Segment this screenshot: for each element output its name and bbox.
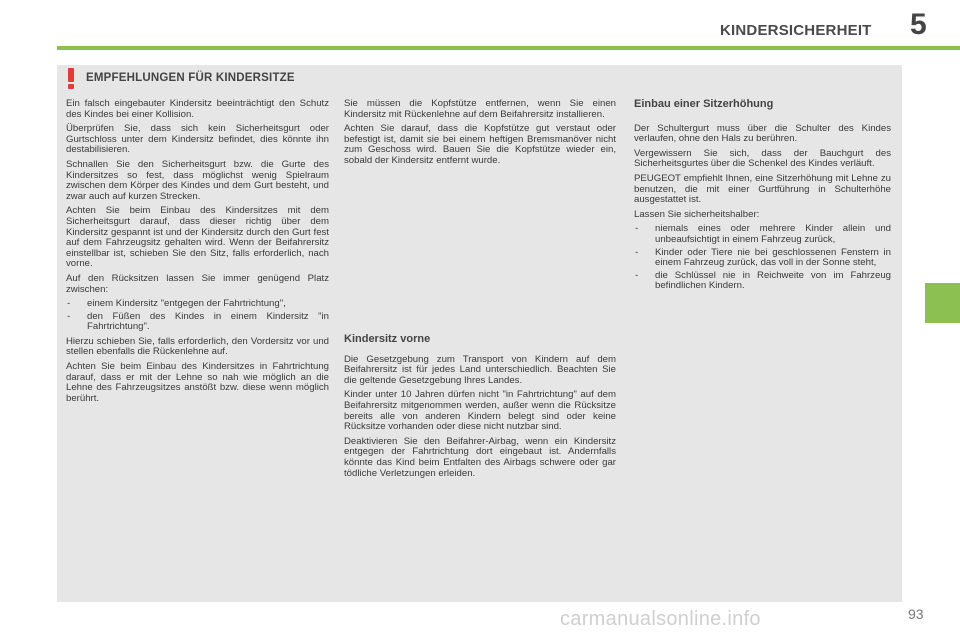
list-item: - Kinder oder Tiere nie bei geschlossenen Fenstern in einem Fahrzeug zurück, das voll in der Sonne steht, <box>635 246 891 269</box>
paragraph: Achten Sie darauf, dass die Kopfstütze gut verstaut oder befestigt ist, damit sie bei einem heftigen Bremsmanöver nicht zum Geschoss wird. Bauen Sie die Kopfstütze wieder ein, sobald der Kindersitz entfernt wurde. <box>344 123 616 166</box>
list-item: - die Schlüssel nie in Reichweite von im Fahrzeug befindlichen Kindern. <box>635 269 891 292</box>
paragraph: Der Schultergurt muss über die Schulter des Kindes verlaufen, ohne den Hals zu berühren. <box>634 122 891 145</box>
paragraph: PEUGEOT empfiehlt Ihnen, eine Sitzerhöhung mit Lehne zu benutzen, die mit einer Gurtführung in Schulterhöhe ausgestattet ist. <box>634 172 891 206</box>
column-right <box>634 99 891 294</box>
section-front-seat <box>344 334 616 483</box>
paragraph: Deaktivieren Sie den Beifahrer-Airbag, wenn ein Kindersitz entgegen der Fahrtrichtung dort eingebaut ist. Andernfalls könnte das Kind beim Entfalten des Airbags schwere oder gar tödliche Verletzungen erleiden. <box>344 435 616 479</box>
paragraph: Vergewissern Sie sich, dass der Bauchgurt des Sicherheitsgurtes über die Schenkel des Kindes verläuft. <box>634 147 891 170</box>
paragraph: Die Gesetzgebung zum Transport von Kindern auf dem Beifahrersitz ist für jedes Land unterschiedlich. Beachten Sie die geltende Gesetzgebung Ihres Landes. <box>344 353 616 386</box>
header-divider <box>57 46 960 50</box>
section-heading: Einbau einer Sitzerhöhung <box>634 98 774 110</box>
watermark: carmanualsonline.info <box>560 608 761 630</box>
paragraph: Achten Sie beim Einbau des Kindersitzes mit dem Sicherheitsgurt darauf, dass dieser richtig über dem Kindersitz gespannt ist und der Kindersitz durch den Gurt fest auf dem Fahrzeugsitz gehalten wird. Wenn der Beifahrersitz einstellbar ist, schieben Sie den Sitz, falls erforderlich, nach vorne. <box>66 205 329 270</box>
paragraph: Auf den Rücksitzen lassen Sie immer genügend Platz zwischen: <box>66 272 329 295</box>
paragraph: Lassen Sie sicherheitshalber: <box>634 208 760 220</box>
paragraph: Überprüfen Sie, dass sich kein Sicherheitsgurt oder Gurtschloss unter dem Kindersitz befindet, dies könnte ihn destabilisieren. <box>66 123 329 156</box>
exclamation-icon <box>64 68 78 90</box>
column-middle <box>344 99 616 171</box>
list-item: - den Füßen des Kindes in einem Kindersitz "in Fahrtrichtung". <box>67 310 329 333</box>
paragraph: Hierzu schieben Sie, falls erforderlich, den Vordersitz vor und stellen ebenfalls die Rückenlehne auf. <box>66 335 329 358</box>
paragraph: Sie müssen die Kopfstütze entfernen, wenn Sie einen Kindersitz mit Rückenlehne auf dem Beifahrersitz installieren. <box>344 98 616 120</box>
paragraph: Ein falsch eingebauter Kindersitz beeinträchtigt den Schutz des Kindes bei einer Kollision. <box>66 98 329 120</box>
section-heading: Kindersitz vorne <box>344 333 431 345</box>
page-number: 93 <box>908 606 924 622</box>
paragraph: Kinder unter 10 Jahren dürfen nicht "in Fahrtrichtung" auf dem Beifahrersitz mitgenommen werden, außer wenn die Rücksitze bereits alle von anderen Kindern belegt sind oder keine Rücksitze vorhanden oder diese nicht nutzbar sind. <box>344 389 616 433</box>
chapter-tab-marker <box>925 283 960 323</box>
paragraph: Achten Sie beim Einbau des Kindersitzes in Fahrtrichtung darauf, dass er mit der Lehne so nah wie möglich an die Lehne des Fahrzeugsitzes anstößt bzw. diese wenn möglich berührt. <box>66 361 329 404</box>
list-item: - niemals eines oder mehrere Kinder allein und unbeaufsichtigt in einem Fahrzeug zurück, <box>635 223 891 245</box>
paragraph: Schnallen Sie den Sicherheitsgurt bzw. die Gurte des Kindersitzes so fest, dass möglichst wenig Spielraum zwischen dem Körper des Kindes und dem Gurt besteht, und zwar auch auf kurzen Strecken. <box>66 158 329 202</box>
chapter-number: 5 <box>910 8 927 41</box>
column-left <box>66 99 329 408</box>
list-item: - einem Kindersitz "entgegen der Fahrtrichtung", <box>67 298 286 310</box>
panel-title: EMPFEHLUNGEN FÜR KINDERSITZE <box>86 72 295 84</box>
chapter-title: KINDERSICHERHEIT <box>720 22 872 39</box>
